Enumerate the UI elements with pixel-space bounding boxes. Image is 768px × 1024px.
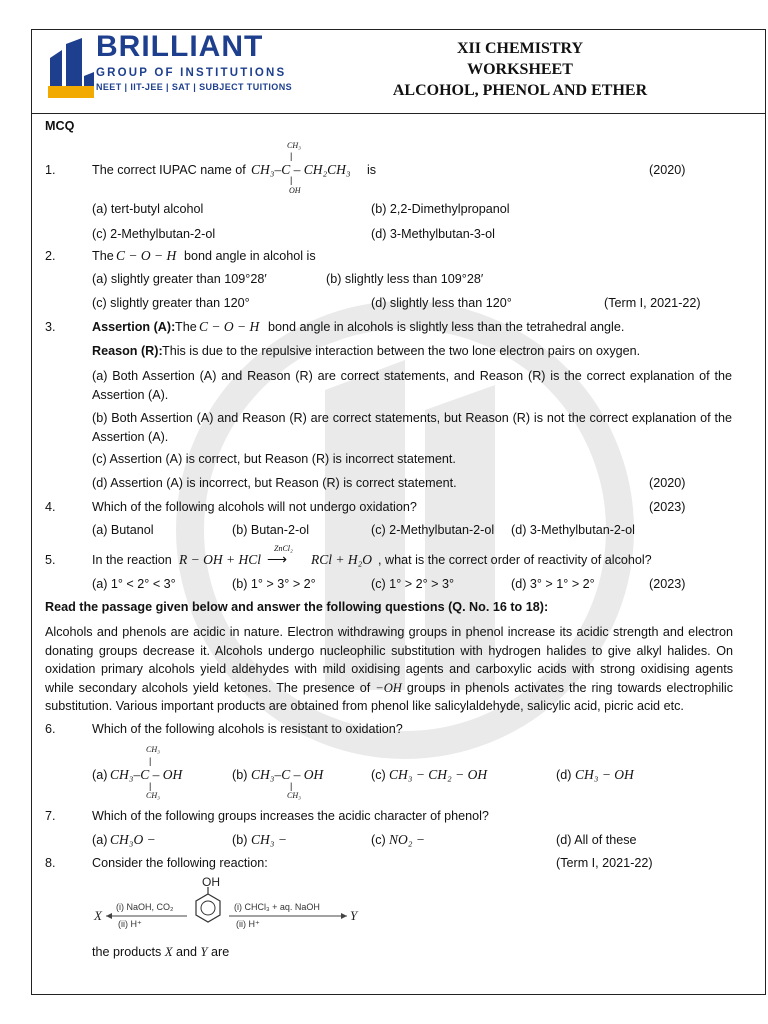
q6-option-b-label: (b) [232,768,248,782]
benzene-ring-icon [196,894,220,922]
q2-option-c: (c) slightly greater than 120° [92,296,250,310]
q3-option-c: (c) Assertion (A) is correct, but Reason (R) is incorrect statement. [92,452,456,466]
passage-formula: −OH [375,680,402,695]
q4-year: (2023) [649,500,686,514]
q7-option-a-formula: CH₃O − [110,832,156,847]
q6-option-a-formula: CH₃–C – OH [110,767,183,782]
logo-mark-icon [48,36,96,98]
q7-option-c-label: (c) [371,833,386,847]
q8-tail-y: Y [200,945,208,959]
q1-top-group: CH₃ [287,141,301,150]
q6-option-d-formula: CH₃ − OH [575,767,634,782]
q5-arrow-icon: ⟶ [267,551,288,567]
q8-tail-b: are [211,945,230,959]
q2-stem-a: The [92,249,114,263]
q7-option-b-formula: CH₃ − [251,832,287,847]
q4-number: 4. [45,500,56,514]
q2-option-b: (b) slightly less than 109°28′ [326,272,484,286]
q5-products: RCl + H₂O [311,552,373,567]
q5-stem-a: In the reaction [92,553,172,567]
q3-option-b: (b) Both Assertion (A) and Reason (R) are correct statements, but Reason (R) is not the correct explanation of the Assertion (A). [92,411,732,444]
q8-tail-and: and [176,945,198,959]
q4-option-a: (a) Butanol [92,523,154,537]
q3-number: 3. [45,320,56,334]
q3-assertion-a: The [175,320,197,334]
q2-option-d: (d) slightly less than 120° [371,296,512,310]
q1-option-c: (c) 2-Methylbutan-2-ol [92,227,216,241]
q1-year: (2020) [649,163,686,177]
q6-option-a-label: (a) [92,768,108,782]
q5-stem-b: , what is the correct order of reactivity of alcohol? [378,553,652,567]
q2-stem-b: bond angle in alcohol is [184,249,316,263]
q5-option-d: (d) 3° > 1° > 2° [511,577,595,591]
q1-top-bond: | [290,151,293,161]
q4-option-b: (b) Butan-2-ol [232,523,309,537]
title-line-worksheet: WORKSHEET [467,61,573,78]
brand-logo [48,30,298,104]
q8-right-reagent-2: (ii) H⁺ [236,919,260,929]
q5-catalyst: ZnCl₂ [274,544,293,553]
logo-subtitle: GROUP OF INSTITUTIONS [96,67,287,79]
q3-year: (2020) [649,476,686,490]
worksheet-title [380,38,660,101]
q4-stem: Which of the following alcohols will not undergo oxidation? [92,500,417,514]
q8-year: (Term I, 2021-22) [556,856,653,870]
q8-oh-label: OH [202,876,220,889]
q8-tail [92,945,229,960]
q1-number: 1. [45,163,56,177]
q7-number: 7. [45,809,56,823]
q6-option-a-top: CH₃ [146,745,160,754]
q3-assertion-b: bond angle in alcohols is slightly less than the tetrahedral angle. [268,320,625,334]
q1-stem-end: is [367,163,377,177]
q6-option-b-formula: CH₃–C – OH [251,767,324,782]
passage-heading: Read the passage given below and answer the following questions (Q. No. 16 to 18): [45,600,549,614]
q6-stem: Which of the following alcohols is resistant to oxidation? [92,722,403,736]
section-heading: MCQ [45,119,75,133]
passage-text [45,623,733,716]
q6-option-a-bottom: CH₃ [146,791,160,800]
header-divider [31,113,766,114]
q7-option-d: (d) All of these [556,833,637,847]
q8-reaction-scheme [92,876,362,934]
q7-stem: Which of the following groups increases the acidic character of phenol? [92,809,489,823]
q6-b-bottom-bond: | [290,781,293,791]
q4-option-c: (c) 2-Methylbutan-2-ol [371,523,495,537]
q8-left-reagent-1: (i) NaOH, CO₂ [116,902,174,912]
q2-year: (Term I, 2021-22) [604,296,701,310]
q6-a-top-bond: | [149,756,152,766]
q1-option-a: (a) tert-butyl alcohol [92,202,204,216]
q5-option-b: (b) 1° > 3° > 2° [232,577,316,591]
q6-option-c-formula: CH₃ − CH₂ − OH [389,767,488,782]
q3-option-d: (d) Assertion (A) is incorrect, but Reason (R) is correct statement. [92,476,457,490]
q1-bottom-bond: | [290,175,293,185]
passage-text-a: Alcohols and phenols are acidic in nature. Electron withdrawing groups in phenol increase its acidic strength and electron donating groups decrease it. Alcohols undergo nucleophilic substitution with hydrogen halides to give alkyl halides. On oxidation primary alcohols yield aldehydes with mild oxidising agents and carboxylic acids with strong oxidising agents while secondary alcohols yield ketones. The presence of [45,625,733,695]
q8-left-reagent-2: (ii) H⁺ [118,919,142,929]
q8-product-x: X [94,908,102,923]
q2-option-a: (a) slightly greater than 109°28′ [92,272,267,286]
q6-option-d-label: (d) [556,768,572,782]
title-line-subject: XII CHEMISTRY [456,40,584,57]
q6-option-b-bottom: CH₃ [287,791,301,800]
q2-number: 2. [45,249,56,263]
q7-option-c-formula: NO₂ − [389,832,425,847]
q8-right-reagent-1: (i) CHCl₃ + aq. NaOH [234,902,320,912]
q6-option-c-label: (c) [371,768,386,782]
q1-option-d: (d) 3-Methylbutan-3-ol [371,227,495,241]
q8-right-arrowhead-icon [341,913,347,919]
q4-option-d: (d) 3-Methylbutan-2-ol [511,523,635,537]
logo-wordmark: BRILLIANT [96,30,264,63]
q3-formula: C − O − H [199,319,260,334]
q5-year: (2023) [649,577,686,591]
q6-a-bottom-bond: | [149,781,152,791]
q1-formula: CH₃–C – CH₂CH₃ [251,162,351,177]
q7-option-b-label: (b) [232,833,248,847]
q3-reason-label: Reason (R): [92,344,163,358]
q8-left-arrowhead-icon [106,913,112,919]
q7-option-a-label: (a) [92,833,108,847]
q1-stem: The correct IUPAC name of [92,163,246,177]
q8-number: 8. [45,856,56,870]
q1-bottom-group: OH [289,186,301,195]
q3-assertion-label: Assertion (A): [92,320,176,334]
q8-product-y: Y [350,908,358,923]
q3-reason: This is due to the repulsive interaction between the two lone electron pairs on oxygen. [162,344,641,358]
benzene-ring-circle [201,901,215,915]
logo-tagline: NEET | IIT-JEE | SAT | SUBJECT TUITIONS [96,82,293,92]
q8-stem: Consider the following reaction: [92,856,268,870]
q3-option-a: (a) Both Assertion (A) and Reason (R) are correct statements, and Reason (R) is the correct explanation of the Assertion (A). [92,369,732,402]
q8-tail-a: the products [92,945,162,959]
q5-reactants: R − OH + HCl [179,552,261,567]
q5-number: 5. [45,553,56,567]
title-line-topic: ALCOHOL, PHENOL AND ETHER [392,82,648,99]
q6-number: 6. [45,722,56,736]
q2-formula: C − O − H [116,248,177,263]
q5-option-a: (a) 1° < 2° < 3° [92,577,176,591]
q1-option-b: (b) 2,2-Dimethylpropanol [371,202,510,216]
q8-tail-x: X [164,945,173,959]
passage-text-b: groups in phenols activates the ring towards electrophilic substitution. Various important products are obtained from phenol like salicylaldehyde, salicylic acid, picric acid etc. [45,680,734,713]
q5-option-c: (c) 1° > 2° > 3° [371,577,455,591]
